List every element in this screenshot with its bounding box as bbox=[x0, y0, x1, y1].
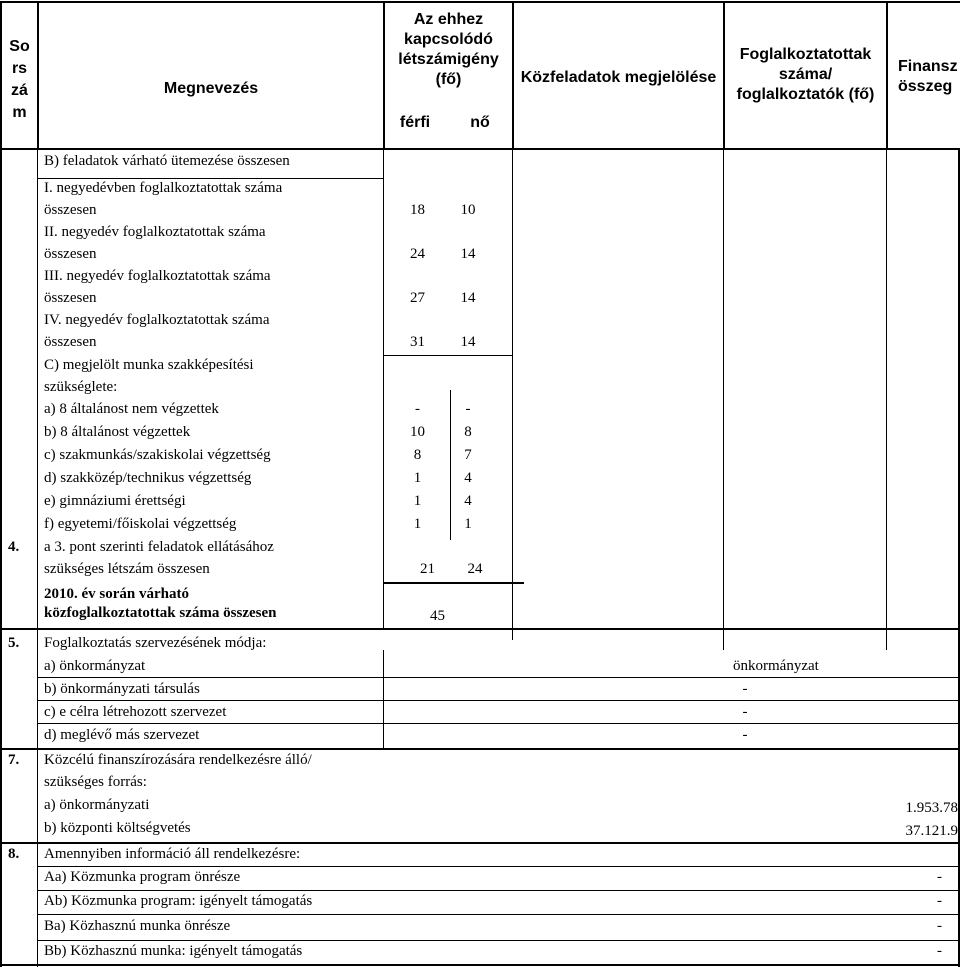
header-kozfeladatok: Közfeladatok megjelölése bbox=[520, 68, 717, 86]
header-no: nő bbox=[470, 113, 490, 131]
header-sorszam: So rs zá m bbox=[9, 38, 30, 121]
header-foglalkoztatottak: Foglalkoztatottak száma/ foglalkoztatók (fő) bbox=[736, 46, 875, 103]
header-finansz: Finansz összeg bbox=[898, 58, 958, 95]
table-header bbox=[0, 0, 960, 150]
header-letszam: Az ehhez kapcsolódó létszámigény (fő) bbox=[398, 11, 499, 88]
header-megnevezes: Megnevezés bbox=[163, 79, 259, 97]
header-ferfi: férfi bbox=[399, 113, 431, 131]
